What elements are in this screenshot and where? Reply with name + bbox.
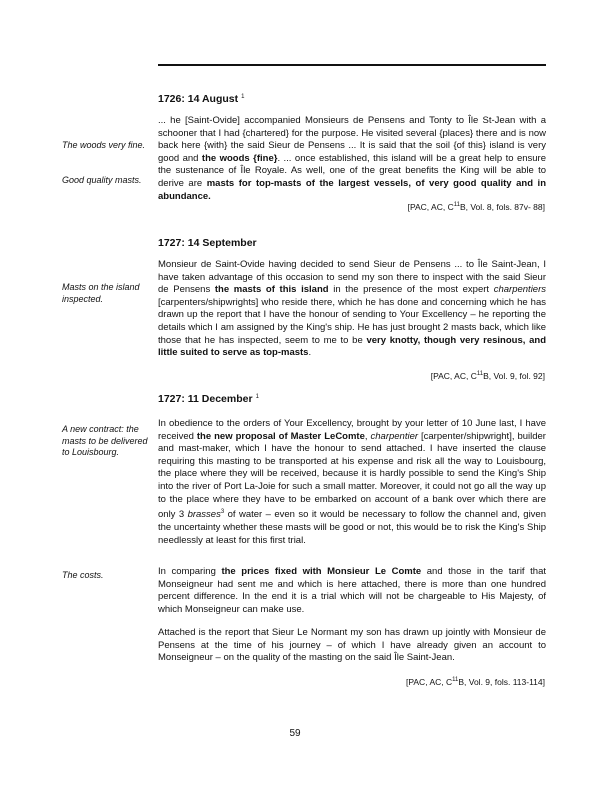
- text-run: of water – even so it would be necessary to follow the channel and, given the uncertainty whether these masts will be good or not, this would be to risk the King's Ship needlessly at least for this first trial.: [158, 509, 546, 546]
- text-run: ... he [Saint-Ovide] accompanied Monsieurs de Pensens and Tonty to Île St-Jean with a schooner that I had {chartered} for the purpose. He visited several {places} there and is now back here {with} the said Sieur de Pensens ... It is said that the soil {of this} island is very good and: [158, 115, 546, 164]
- source-reference: [PAC, AC, $C^{11}B$, Vol. 9, fols. 113-114]: [405, 677, 545, 687]
- text-run: in the presence of the most expert: [328, 284, 494, 296]
- text-run: the woods {fine}: [201, 152, 278, 164]
- paragraph: [158, 115, 546, 203]
- text-run: charpentiers: [493, 284, 546, 296]
- margin-note: The woods very fine.: [62, 140, 146, 150]
- section-heading: 1727: 14 September: [158, 237, 257, 249]
- text-run: masts for top-masts of the largest vessels, of very good quality and in abundance.: [158, 177, 546, 202]
- text-run: 3: [220, 509, 225, 516]
- text-run: charpentier: [370, 430, 419, 442]
- margin-note: The costs.: [62, 570, 104, 580]
- margin-note: Good quality masts.: [62, 175, 142, 185]
- text-run: the masts of this island: [214, 284, 329, 296]
- source-reference: [PAC, AC, $C^{11}B$, Vol. 8, fols. 87v- 88]: [407, 202, 545, 212]
- top-rule: [158, 64, 546, 66]
- section-heading: 1726: 14 August $^1$: [158, 93, 245, 105]
- paragraph: [158, 259, 546, 360]
- source-reference: [PAC, AC, $C^{11}B$, Vol. 9, fol. 92]: [430, 371, 545, 381]
- margin-note: A new contract: the masts to be delivered to Louisbourg.: [62, 424, 148, 457]
- text-run: Attached is the report that Sieur Le Normant my son has drawn up jointly with Monsieur de Pensens at the time of his journey – of which I have already given an account to Monseigneur – on the quality of the masting on the said Île Saint-Jean.: [158, 627, 546, 664]
- paragraph: [158, 418, 546, 547]
- text-run: .: [308, 347, 312, 359]
- text-run: the new proposal of Master LeComte: [196, 430, 365, 442]
- text-run: the prices fixed with Monsieur Le Comte: [221, 566, 422, 577]
- section-heading: 1727: 11 December $^1$: [158, 393, 259, 405]
- text-run: . ... once established, this island will be a great help to ensure the sustenance of Île Royale. As well, one of the great benefits the King will be able to derive are: [158, 152, 546, 189]
- text-run: In obedience to the orders of Your Excellency, brought by your letter of 10 June last, I have received: [158, 418, 546, 442]
- paragraph: [158, 566, 546, 616]
- text-run: Monsieur de Saint-Ovide having decided to send Sieur de Pensens ... to Île Saint-Jean, I have taken advantage of this occasion to send my son there to inspect with the said Sieur de Pensens: [158, 259, 546, 296]
- text-run: [carpenter/shipwright], builder and mast-maker, which I have the honour to send attached. I have inserted the clause requiring this masting to be transported at his expense and risk all the way to Louisbourg, the place where they will be received, because it is hardly possible to send the King's Ship into the river of Port La-Joie for such a small matter. Moreover, it could not go all the way up to the place where they have to be embarked on account of a bank over which there are only 3: [158, 430, 546, 521]
- paragraph: [158, 627, 546, 665]
- text-run: In comparing: [158, 566, 222, 577]
- text-run: very knotty, though very resinous, and little suited to serve as top-masts: [158, 334, 546, 359]
- margin-note: Masts on the island inspected.: [62, 282, 140, 304]
- text-run: ,: [364, 430, 371, 442]
- page-number: 59: [289, 728, 301, 739]
- text-run: [carpenters/shipwrights] who reside there, which he has done and concerning which he has drawn up the report that I have the honour of sending to Your Excellency – he reporting the details which I am assigned by the King's ship. He has just brought 2 masts back, which like those that he has inspected, seem to me to be: [158, 296, 546, 346]
- text-run: brasses: [187, 509, 221, 521]
- text-run: and those in the tarif that Monseigneur had sent me and which is here attached, there is more than one hundred percent difference. In the end it is a trial which will not be chargeable to His Majesty, of which Monseigneur can make use.: [158, 566, 546, 615]
